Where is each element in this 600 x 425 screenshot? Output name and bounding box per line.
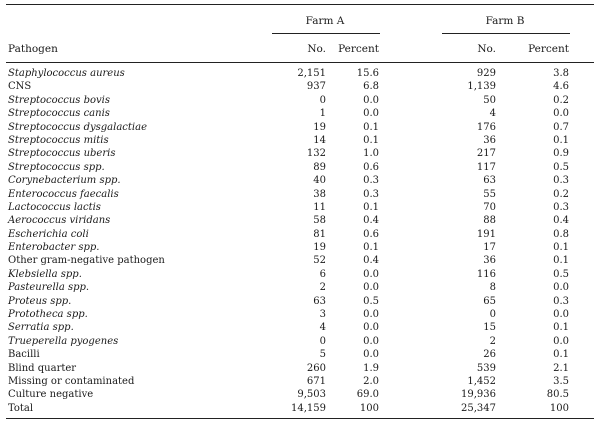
farm-b-count: 191 <box>476 228 496 240</box>
farm-b-header: Farm B <box>485 15 525 27</box>
farm-a-percent: 0.0 <box>363 322 379 334</box>
table-row <box>0 295 600 308</box>
farm-b-count: 65 <box>483 295 496 307</box>
farm-a-count: 52 <box>313 255 326 267</box>
header-rule <box>6 62 594 63</box>
farm-b-percent: 0.0 <box>553 282 569 294</box>
farm-b-percent: 2.1 <box>553 362 569 374</box>
farm-a-percent: 2.0 <box>363 375 379 387</box>
pathogen-name: Serratia spp. <box>8 322 74 334</box>
table-row <box>0 321 600 334</box>
farm-b-percent: 0.4 <box>553 215 569 227</box>
farm-b-percent: 0.2 <box>553 94 569 106</box>
farm-b-percent: 0.0 <box>553 108 569 120</box>
farm-b-percent: 0.0 <box>553 335 569 347</box>
table-row <box>0 254 600 267</box>
pathogen-name: Streptococcus canis <box>8 108 110 120</box>
farm-a-count: 19 <box>313 121 326 133</box>
farm-b-count: 0 <box>489 309 496 321</box>
farm-b-percent-header: Percent <box>528 43 569 55</box>
farm-a-count: 937 <box>306 81 326 93</box>
pathogen-name: Streptococcus mitis <box>8 134 109 146</box>
farm-a-percent: 0.0 <box>363 349 379 361</box>
farm-b-percent: 3.8 <box>553 68 569 79</box>
pathogen-name: Blind quarter <box>8 362 77 374</box>
farm-b-percent: 0.1 <box>553 322 569 334</box>
pathogen-name: Bacilli <box>8 349 40 361</box>
farm-b-percent: 0.3 <box>553 295 569 307</box>
table-row <box>0 228 600 241</box>
farm-b-percent: 0.1 <box>553 255 569 267</box>
pathogen-name: Lactococcus lactis <box>8 201 101 213</box>
farm-a-percent: 0.4 <box>363 215 379 227</box>
farm-a-count: 671 <box>306 375 326 387</box>
farm-b-count: 539 <box>476 362 496 374</box>
farm-a-percent: 0.0 <box>363 94 379 106</box>
farm-b-count: 19,936 <box>461 389 496 401</box>
table-row <box>0 214 600 227</box>
pathogen-name: Culture negative <box>8 389 94 401</box>
farm-a-percent: 0.5 <box>363 295 379 307</box>
farm-a-count: 2 <box>319 282 326 294</box>
farm-a-percent: 1.0 <box>363 148 379 160</box>
pathogen-name: Prototheca spp. <box>8 309 88 321</box>
farm-b-percent: 0.3 <box>553 175 569 187</box>
farm-a-count: 38 <box>313 188 326 200</box>
farm-a-percent: 0.3 <box>363 175 379 187</box>
pathogen-name: Missing or contaminated <box>8 375 135 387</box>
table-row <box>0 268 600 281</box>
farm-a-count: 2,151 <box>297 68 326 79</box>
farm-b-percent: 0.0 <box>553 309 569 321</box>
farm-a-percent: 0.3 <box>363 188 379 200</box>
top-rule <box>6 4 594 5</box>
pathogen-name: Trueperella pyogenes <box>8 335 119 347</box>
pathogen-name: Escherichia coli <box>8 228 89 240</box>
farm-a-percent: 0.6 <box>363 161 379 173</box>
farm-a-percent: 6.8 <box>363 81 379 93</box>
farm-b-count: 26 <box>483 349 496 361</box>
farm-a-percent: 0.0 <box>363 309 379 321</box>
farm-a-count: 1 <box>319 108 326 120</box>
farm-a-percent: 15.6 <box>356 68 379 79</box>
farm-b-count: 50 <box>483 94 496 106</box>
pathogen-name: Streptococcus uberis <box>8 148 116 160</box>
table-row <box>0 94 600 107</box>
farm-b-percent: 80.5 <box>546 389 569 401</box>
farm-a-percent: 0.4 <box>363 255 379 267</box>
farm-b-percent: 0.5 <box>553 268 569 280</box>
table-row <box>0 348 600 361</box>
table-row <box>0 201 600 214</box>
table-row <box>0 308 600 321</box>
farm-a-percent: 0.1 <box>363 121 379 133</box>
farm-a-header: Farm A <box>305 15 345 27</box>
farm-a-percent: 0.1 <box>363 242 379 254</box>
farm-b-percent: 100 <box>549 402 569 414</box>
table-row <box>0 362 600 375</box>
farm-a-percent-header: Percent <box>338 43 379 55</box>
farm-a-count: 40 <box>313 175 326 187</box>
farm-a-rule <box>272 33 380 34</box>
farm-b-count: 176 <box>476 121 496 133</box>
pathogen-name: Pasteurella spp. <box>8 282 90 294</box>
pathogen-name: Streptococcus dysgalactiae <box>8 121 147 133</box>
farm-b-percent: 0.1 <box>553 349 569 361</box>
table-row <box>0 174 600 187</box>
pathogen-name: Streptococcus bovis <box>8 94 110 106</box>
table-row <box>0 134 600 147</box>
farm-a-count: 260 <box>306 362 326 374</box>
table-row <box>0 188 600 201</box>
pathogen-name: Aerococcus viridans <box>8 215 111 227</box>
farm-b-count: 117 <box>476 161 496 173</box>
farm-a-count: 58 <box>313 215 326 227</box>
farm-b-count: 217 <box>476 148 496 160</box>
farm-b-count: 36 <box>483 134 496 146</box>
farm-b-percent: 4.6 <box>553 81 569 93</box>
farm-a-percent: 0.1 <box>363 134 379 146</box>
farm-a-count: 9,503 <box>297 389 326 401</box>
farm-b-no-header: No. <box>477 43 496 55</box>
pathogen-name: Staphylococcus aureus <box>8 68 125 79</box>
farm-b-percent: 0.7 <box>553 121 569 133</box>
table-row <box>0 241 600 254</box>
farm-b-count: 8 <box>489 282 496 294</box>
table-row <box>0 107 600 120</box>
farm-b-count: 17 <box>483 242 496 254</box>
farm-b-rule <box>442 33 570 34</box>
farm-b-count: 36 <box>483 255 496 267</box>
farm-b-count: 4 <box>489 108 496 120</box>
farm-a-count: 0 <box>319 335 326 347</box>
farm-a-percent: 0.1 <box>363 201 379 213</box>
farm-b-percent: 3.5 <box>553 375 569 387</box>
table-row <box>0 80 600 93</box>
farm-b-percent: 0.5 <box>553 161 569 173</box>
farm-a-count: 14 <box>313 134 326 146</box>
farm-a-percent: 69.0 <box>356 389 379 401</box>
pathogen-name: Enterobacter spp. <box>8 242 100 254</box>
table-row <box>0 402 600 415</box>
farm-b-count: 55 <box>483 188 496 200</box>
pathogen-column-header: Pathogen <box>8 43 58 55</box>
pathogen-name: Streptococcus spp. <box>8 161 105 173</box>
table-row <box>0 67 600 80</box>
table-row <box>0 388 600 401</box>
farm-a-count: 89 <box>313 161 326 173</box>
farm-b-count: 70 <box>483 201 496 213</box>
farm-a-count: 63 <box>313 295 326 307</box>
bottom-rule <box>6 418 594 419</box>
farm-b-percent: 0.1 <box>553 242 569 254</box>
farm-a-percent: 0.6 <box>363 228 379 240</box>
farm-b-percent: 0.2 <box>553 188 569 200</box>
farm-a-count: 3 <box>319 309 326 321</box>
table-body <box>0 67 600 415</box>
farm-b-percent: 0.1 <box>553 134 569 146</box>
table-row <box>0 161 600 174</box>
farm-b-count: 2 <box>489 335 496 347</box>
farm-a-no-header: No. <box>307 43 326 55</box>
farm-a-count: 4 <box>319 322 326 334</box>
farm-a-count: 19 <box>313 242 326 254</box>
farm-a-percent: 0.0 <box>363 268 379 280</box>
pathogen-name: Total <box>8 402 34 414</box>
farm-b-count: 929 <box>476 68 496 79</box>
pathogen-name: Proteus spp. <box>8 295 72 307</box>
farm-a-count: 14,159 <box>291 402 326 414</box>
farm-b-count: 116 <box>476 268 496 280</box>
farm-a-count: 5 <box>319 349 326 361</box>
table-row <box>0 147 600 160</box>
table-row <box>0 335 600 348</box>
farm-b-count: 15 <box>483 322 496 334</box>
farm-b-count: 25,347 <box>461 402 496 414</box>
farm-b-percent: 0.8 <box>553 228 569 240</box>
farm-a-percent: 1.9 <box>363 362 379 374</box>
farm-b-count: 88 <box>483 215 496 227</box>
table-row <box>0 121 600 134</box>
farm-a-percent: 0.0 <box>363 108 379 120</box>
pathogen-name: Klebsiella spp. <box>8 268 82 280</box>
farm-b-percent: 0.3 <box>553 201 569 213</box>
farm-a-percent: 0.0 <box>363 282 379 294</box>
pathogen-name: Enterococcus faecalis <box>8 188 119 200</box>
farm-a-count: 11 <box>313 201 326 213</box>
table-row <box>0 281 600 294</box>
farm-b-count: 1,452 <box>467 375 496 387</box>
pathogen-name: CNS <box>8 81 32 93</box>
farm-b-count: 63 <box>483 175 496 187</box>
farm-a-count: 132 <box>306 148 326 160</box>
farm-a-count: 81 <box>313 228 326 240</box>
farm-a-count: 0 <box>319 94 326 106</box>
farm-a-percent: 0.0 <box>363 335 379 347</box>
farm-b-count: 1,139 <box>467 81 496 93</box>
farm-a-count: 6 <box>319 268 326 280</box>
farm-b-percent: 0.9 <box>553 148 569 160</box>
farm-a-percent: 100 <box>359 402 379 414</box>
pathogen-name: Corynebacterium spp. <box>8 175 121 187</box>
table-row <box>0 375 600 388</box>
pathogen-name: Other gram-negative pathogen <box>8 255 165 267</box>
